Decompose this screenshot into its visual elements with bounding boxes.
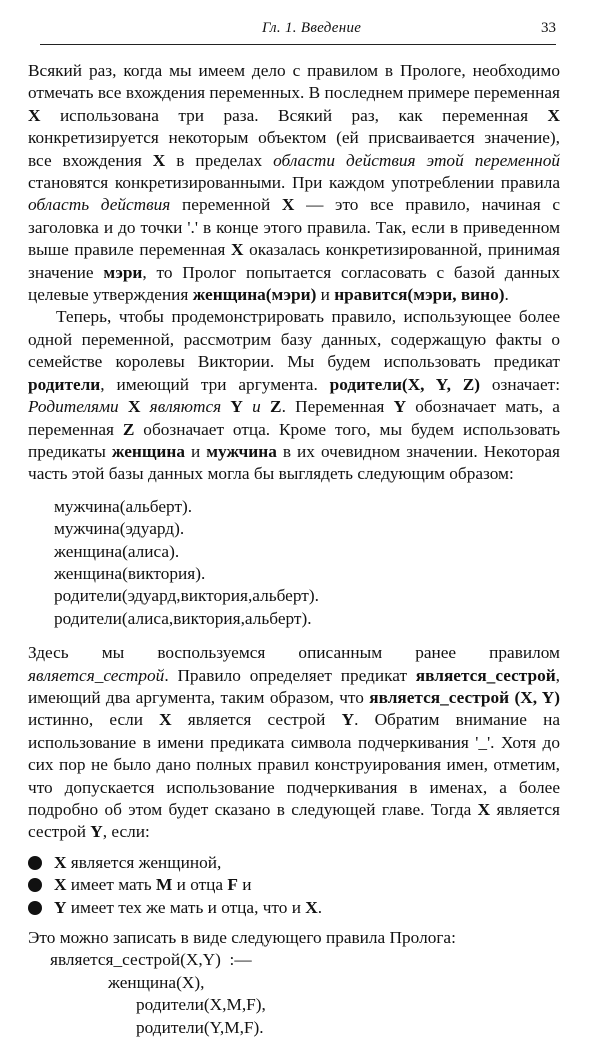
rule-goal: родители(Y,M,F).: [136, 1017, 264, 1037]
fact-line: женщина(виктория).: [54, 563, 206, 583]
condition-list: [28, 852, 560, 919]
fact-line: мужчина(альберт).: [54, 496, 193, 516]
rule-goal: женщина(X),: [108, 972, 205, 992]
bullet-icon: [28, 856, 42, 870]
rule-intro-text: Это можно записать в виде следующего правила Пролога:: [28, 928, 456, 948]
list-item: X является женщиной,: [28, 852, 560, 874]
fact-line: родители(алиса,виктория,альберт).: [54, 608, 312, 628]
list-item: X имеет мать M и отца F и: [28, 874, 560, 896]
page-number: 33: [541, 20, 556, 36]
paragraph-victoria-family: Теперь, чтобы продемонстрировать правило, использующее более одной переменной, рассмотрим базу данных, содержащую факты о семействе королевы Виктории. Мы будем использовать предикат родители, имеющий три аргумента. родители(X, Y, Z) означает: Родителями X являются Y и Z. Переменная Y обозначает мать, а переменная Z обозначает отца. Кроме того, мы будем использовать предикаты женщина и мужчина в их очевидном значении. Некоторая часть этой базы данных могла бы выглядеть следующим образом:: [28, 307, 561, 484]
prolog-rule-block: [50, 949, 560, 1039]
page-body: [28, 60, 560, 1039]
rule-goal: родители(X,M,F),: [136, 995, 266, 1015]
paragraph-variables-scope: Всякий раз, когда мы имеем дело с правилом в Прологе, необходимо отмечать все вхождения переменных. В последнем примере переменная X использована три раза. Всякий раз, как переменная X конкретизируется некоторым объектом (ей присваивается значение), все вхождения X в пределах области действия этой переменной становятся конкретизированными. При каждом употреблении правила область действия переменной X — это все правило, начиная с заголовка и до точки '.' в конце этого правила. Так, если в приведенном выше правиле переменная X оказалась конкретизированной, принимая значение мэри, то Пролог попытается согласовать с базой данных целевые утверждения женщина(мэри) и нравится(мэри, вино).: [28, 61, 561, 305]
running-head: Гл. 1. Введение: [262, 20, 362, 36]
list-item: Y имеет тех же мать и отца, что и X.: [28, 897, 560, 919]
fact-line: родители(эдуард,виктория,альберт).: [54, 586, 319, 606]
fact-line: мужчина(эдуард).: [54, 519, 185, 539]
fact-line: женщина(алиса).: [54, 541, 180, 561]
page-header: [40, 16, 556, 45]
rule-head: является_сестрой(X,Y) :—: [50, 950, 252, 970]
facts-code-block: [54, 496, 560, 630]
bullet-icon: [28, 878, 42, 892]
paragraph-sister-rule: Здесь мы воспользуемся описанным ранее правилом является_сестрой. Правило определяет предикат является_сестрой, имеющий два аргумента, таким образом, что является_сестрой (X, Y) истинно, если X является сестрой Y. Обратим внимание на использование в имени предиката символа подчеркивания '_'. Хотя до сих пор не было дано полных правил конструирования имен, отметим, что допускается использование подчеркивания в именах, а более подробно об этом будет сказано в следующей главе. Тогда X является сестрой Y, если:: [28, 643, 560, 842]
bullet-icon: [28, 901, 42, 915]
